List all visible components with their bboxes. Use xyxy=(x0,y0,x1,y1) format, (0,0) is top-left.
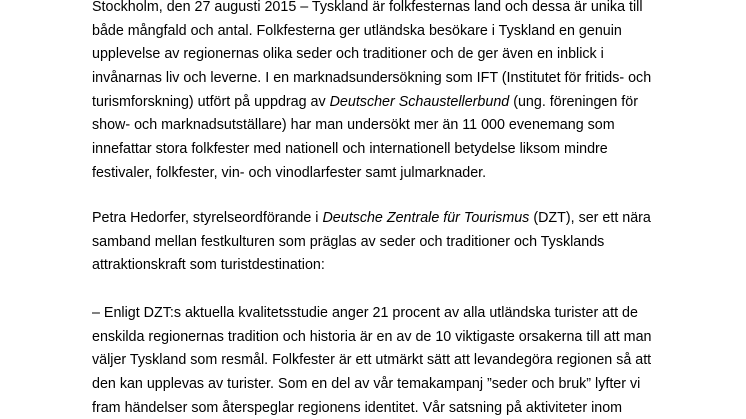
text-segment: enskilda regionernas tradition och historia är en av de 10 viktigaste orsakerna till att man xyxy=(92,328,652,345)
text-line xyxy=(92,373,672,397)
text-segment: upplevelse av regionernas olika seder och traditioner och de ger även en inblick i xyxy=(92,46,604,63)
text-line xyxy=(92,138,672,162)
text-segment: attraktionskraft som turistdestination: xyxy=(92,257,325,274)
text-segment: Petra Hedorfer, styrelseordförande i xyxy=(92,210,323,226)
text-line xyxy=(92,349,672,373)
text-segment: både mångfald och antal. Folkfesterna ger utländska besökare i Tyskland en genuin xyxy=(92,22,622,39)
italic-name: Deutscher Schaustellerbund xyxy=(329,93,510,110)
paragraph-quote xyxy=(92,302,672,419)
text-segment: – Enligt DZT:s aktuella kvalitetsstudie anger 21 procent av alla utländska turister att de xyxy=(92,305,638,321)
text-segment: samband mellan festkulturen som präglas av seder och traditioner och Tysklands xyxy=(92,233,605,250)
text-line xyxy=(92,91,672,115)
text-line xyxy=(92,397,672,419)
text-line xyxy=(92,254,672,278)
text-line xyxy=(92,43,672,67)
paragraph-intro xyxy=(92,0,672,186)
text-line xyxy=(92,231,672,255)
text-segment: turismforskning) utfört på uppdrag av xyxy=(92,93,330,110)
text-segment: Stockholm, den 27 augusti 2015 – Tyskland är folkfesternas land och dessa är unika till xyxy=(92,0,643,15)
italic-name: Deutsche Zentrale für Tourismus xyxy=(322,210,530,226)
text-line xyxy=(92,0,672,20)
text-segment: innefattar stora folkfester med nationell och internationell betydelse liksom mindre xyxy=(92,141,608,158)
text-segment: show- och marknadsutställare) har man undersökt mer än 11 000 evenemang som xyxy=(92,117,615,134)
text-segment: väljer Tyskland som resmål. Folkfester är ett utmärkt sätt att levandegöra regionen så att xyxy=(92,352,652,369)
text-segment: (ung. föreningen för xyxy=(509,93,638,110)
text-segment: den kan upplevas av turister. Som en del av vår temakampanj ”seder och bruk” lyfter vi xyxy=(92,376,641,393)
text-segment: invånarnas liv och leverne. I en marknadsundersökning som IFT (Institutet för fritids- och xyxy=(92,70,652,87)
text-line xyxy=(92,326,672,350)
text-segment: fram händelser som återspeglar regionens identitet. Vår satsning på aktiviteter inom xyxy=(92,399,623,416)
text-line xyxy=(92,114,672,138)
text-segment: (DZT), ser ett nära xyxy=(529,210,651,226)
text-line xyxy=(92,302,672,326)
text-line xyxy=(92,67,672,91)
paragraph-quote-intro xyxy=(92,207,672,278)
text-line xyxy=(92,162,672,186)
text-line xyxy=(92,20,672,44)
text-segment: festivaler, folkfester, vin- och vinodlarfester samt julmarknader. xyxy=(92,164,487,181)
text-line xyxy=(92,207,672,231)
